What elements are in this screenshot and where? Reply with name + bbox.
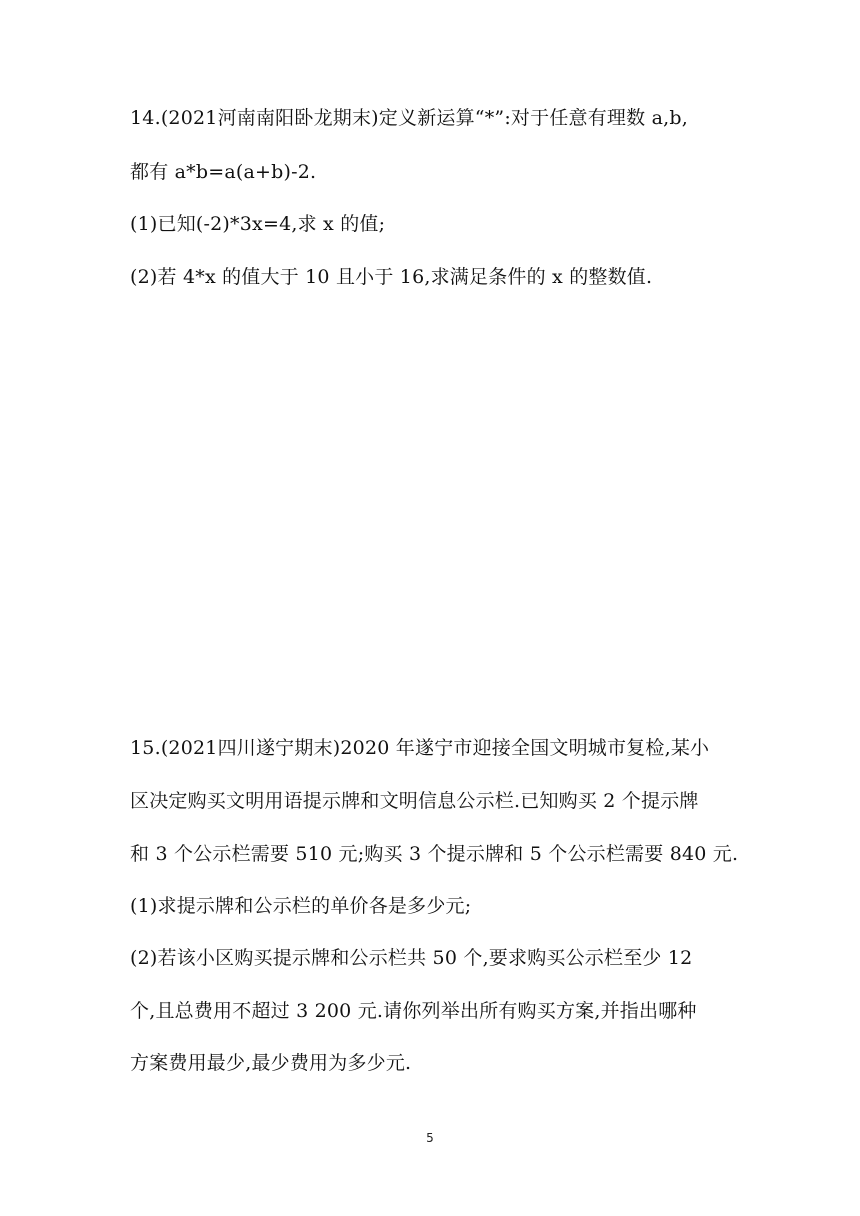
problem-15-line-6: 个,且总费用不超过 3 200 元.请你列举出所有购买方案,并指出哪种 [130, 1000, 697, 1022]
problem-15-line-5: (2)若该小区购买提示牌和公示栏共 50 个,要求购买公示栏至少 12 [130, 947, 693, 969]
problem-14-line-1: 14.(2021河南南阳卧龙期末)定义新运算“*”:对于任意有理数 a,b, [130, 107, 688, 129]
problem-14-line-2: 都有 a*b=a(a+b)-2. [130, 161, 317, 183]
problem-15-line-4: (1)求提示牌和公示栏的单价各是多少元; [130, 895, 472, 917]
problem-15-line-7: 方案费用最少,最少费用为多少元. [130, 1052, 412, 1074]
problem-15-line-2: 区决定购买文明用语提示牌和文明信息公示栏.已知购买 2 个提示牌 [130, 790, 699, 812]
problem-15-line-1: 15.(2021四川遂宁期末)2020 年遂宁市迎接全国文明城市复检,某小 [130, 737, 710, 759]
problem-14-line-3: (1)已知(-2)*3x=4,求 x 的值; [130, 213, 386, 235]
page-number: 5 [426, 1131, 434, 1145]
problem-15-line-3: 和 3 个公示栏需要 510 元;购买 3 个提示牌和 5 个公示栏需要 840 元. [130, 843, 739, 865]
problem-14-line-4: (2)若 4*x 的值大于 10 且小于 16,求满足条件的 x 的整数值. [130, 266, 653, 288]
